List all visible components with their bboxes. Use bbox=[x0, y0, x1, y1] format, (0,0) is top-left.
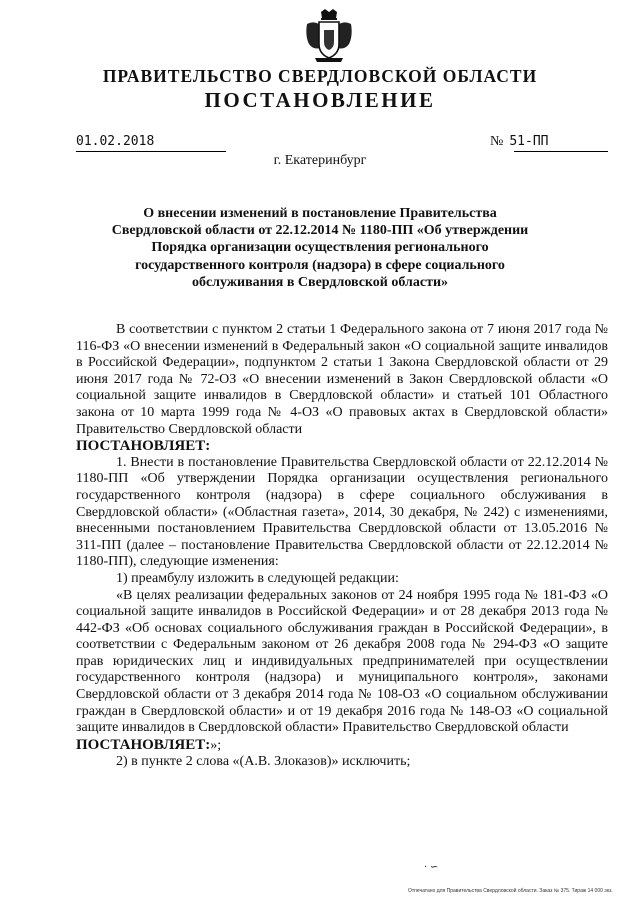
document-date: 01.02.2018 bbox=[76, 134, 155, 149]
document-type: ПОСТАНОВЛЕНИЕ bbox=[204, 88, 436, 112]
item-1-paragraph: 1. Внести в постановление Правительства Свердловской области от 22.12.2014 № 1180-ПП «Об утверждении Порядка организации осуществления регионального государственного контроля (надзора) в сфере социального обслуживания в Свердловской области» («Областная газета», 2014, 30 декабря, № 242) с изменениями, внесенными постановлением Правительства Свердловской области от 13.05.2016 № 311-ПП (далее – постановление Правительства Свердловской области от 22.12.2014 № 1180-ПП), следующие изменения: bbox=[76, 454, 608, 570]
city: г. Екатеринбург bbox=[273, 153, 367, 168]
quote-close: »; bbox=[210, 737, 222, 753]
resolves-quote-line bbox=[76, 737, 608, 755]
resolves-heading: ПОСТАНОВЛЯЕТ: bbox=[76, 438, 211, 455]
new-preamble-quote: «В целях реализации федеральных законов от 24 ноября 1995 года № 181-ФЗ «О социальной защите инвалидов в Российской Федерации» и от 28 декабря 2013 года № 442-ФЗ «Об основах социального обслуживания граждан в Российской Федерации», в соответствии с Федеральным законом от 26 декабря 2008 года № 294-ФЗ «О защите прав юридических лиц и индивидуальных предпринимателей при осуществлении государственного контроля (надзора) и муниципального контроля», законами Свердловской области от 3 декабря 2014 года № 108-ОЗ «О социальном обслуживании граждан в Свердловской области» и от 19 декабря 2016 года № 148-ОЗ «О социальной защите инвалидов в Свердловской области» Правительство Свердловской области bbox=[76, 587, 608, 736]
date-underline bbox=[76, 151, 226, 152]
scan-marks: · ∽ bbox=[424, 862, 439, 873]
document-body bbox=[76, 322, 608, 771]
preamble-paragraph: В соответствии с пунктом 2 статьи 1 Федерального закона от 7 июня 2017 года № 116-ФЗ «О внесении изменений в Федеральный закон «О социальной защите инвалидов в Российской Федерации», подпунктом 2 статьи 1 Закона Свердловской области от 29 июня 2017 года № 72-ОЗ «О внесении изменений в Закон Свердловской области «О социальной защите инвалидов в Свердловской области» и статьей 101 Областного закона от 10 марта 1999 года № 4-ОЗ «О правовых актах в Свердловской области» Правительство Свердловской области bbox=[76, 322, 608, 437]
number-underline bbox=[514, 151, 608, 152]
document-title: О внесении изменений в постановление Правительства Свердловской области от 22.12.2014 № 1180-ПП «Об утверждении Порядка организации осуществления регионального государственного контроля (надзора) в сфере социального обслуживания в Свердловской области» bbox=[111, 206, 529, 290]
coat-of-arms-icon bbox=[303, 8, 355, 66]
subitem-2-paragraph: 2) в пункте 2 слова «(А.В. Злоказов)» исключить; bbox=[116, 754, 411, 770]
document-number bbox=[490, 134, 549, 150]
number-value: 51-ПП bbox=[509, 134, 549, 149]
number-label: № bbox=[490, 134, 504, 149]
subitem-1-paragraph: 1) преамбулу изложить в следующей редакции: bbox=[116, 570, 399, 586]
government-name: ПРАВИТЕЛЬСТВО СВЕРДЛОВСКОЙ ОБЛАСТИ bbox=[102, 66, 538, 86]
resolves-heading-quoted: ПОСТАНОВЛЯЕТ: bbox=[76, 736, 211, 753]
print-footer: Отпечатано для Правительства Свердловской области. Заказ № 375. Тираж 14 000 экз. bbox=[408, 888, 613, 894]
